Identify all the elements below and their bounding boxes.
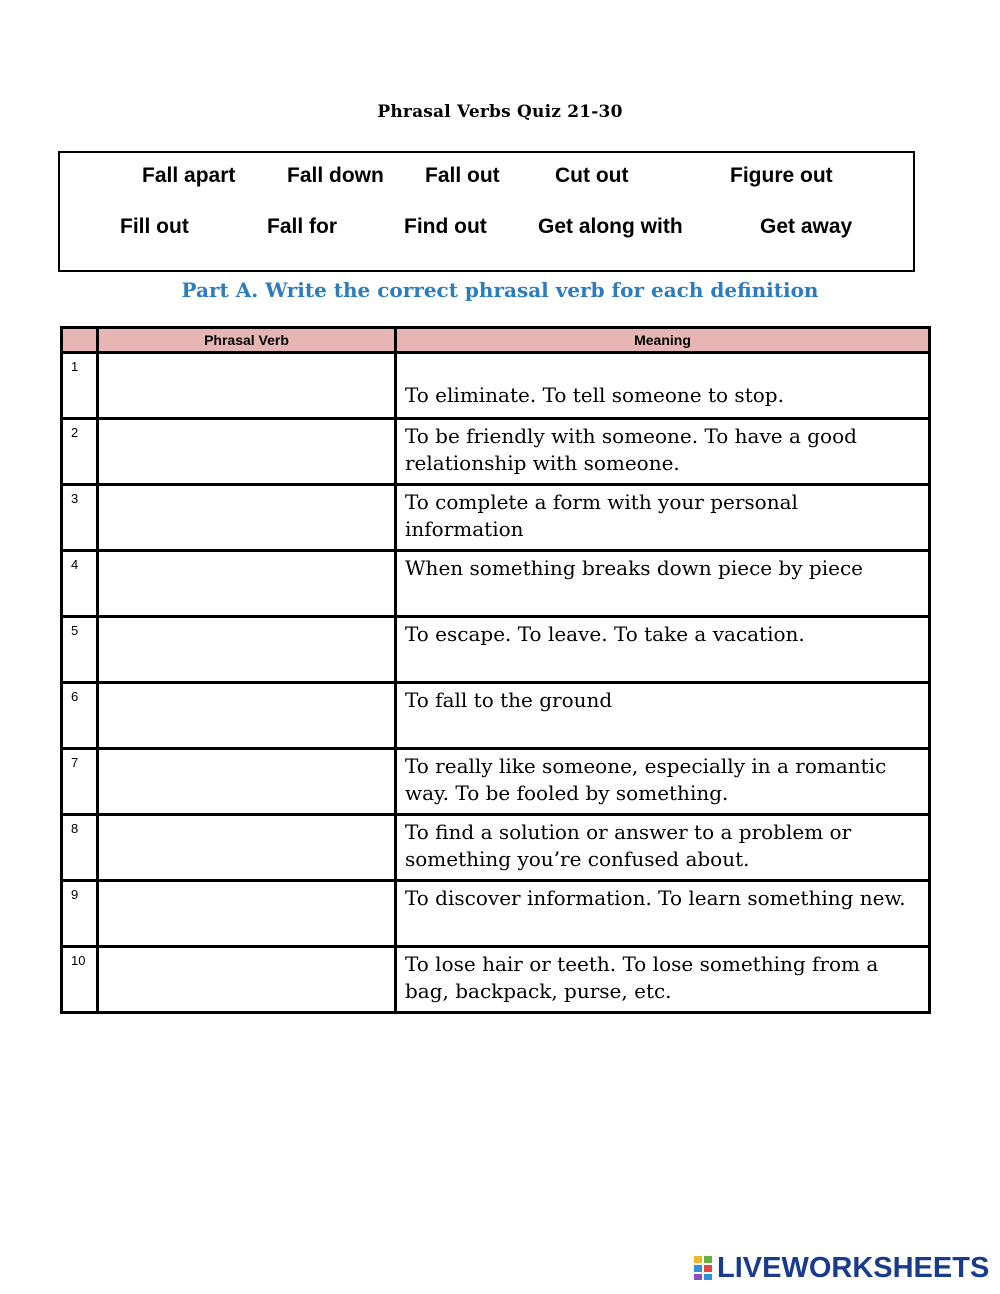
word-bank-item: Fall apart [142, 164, 236, 187]
word-bank-item: Fill out [120, 215, 189, 238]
table-row [62, 551, 930, 617]
answer-field[interactable] [98, 881, 396, 947]
header-meaning: Meaning [396, 328, 930, 353]
answer-field[interactable] [98, 485, 396, 551]
answer-field[interactable] [98, 815, 396, 881]
word-bank-item: Fall for [267, 215, 338, 238]
table-row [62, 815, 930, 881]
word-bank-item: Fall down [287, 164, 384, 187]
meaning-text: To escape. To leave. To take a vacation. [396, 617, 930, 683]
row-number: 2 [71, 425, 79, 440]
answer-field[interactable] [98, 353, 396, 419]
answer-field[interactable] [98, 551, 396, 617]
meaning-text: To eliminate. To tell someone to stop. [396, 353, 930, 419]
meaning-text: To complete a form with your personal information [396, 485, 930, 551]
meaning-text: To lose hair or teeth. To lose something from a bag, backpack, purse, etc. [396, 947, 930, 1013]
answer-field[interactable] [98, 617, 396, 683]
table-row [62, 881, 930, 947]
row-number: 6 [71, 689, 79, 704]
meaning-text: When something breaks down piece by piece [396, 551, 930, 617]
header-phrasal-verb: Phrasal Verb [98, 328, 396, 353]
meaning-text: To discover information. To learn something new. [396, 881, 930, 947]
meaning-text: To fall to the ground [396, 683, 930, 749]
table-row [62, 683, 930, 749]
quiz-table [60, 326, 931, 1014]
word-bank-item: Find out [404, 215, 487, 238]
table-row [62, 617, 930, 683]
row-number: 10 [71, 953, 86, 968]
meaning-text: To be friendly with someone. To have a good relationship with someone. [396, 419, 930, 485]
row-number: 9 [71, 887, 79, 902]
brand-name: LIVEWORKSHEETS [717, 1251, 990, 1284]
part-a-instructions: Part A. Write the correct phrasal verb for each definition [181, 278, 819, 302]
word-bank-item: Fall out [425, 164, 500, 187]
row-number: 3 [71, 491, 79, 506]
answer-field[interactable] [98, 683, 396, 749]
meaning-text: To really like someone, especially in a romantic way. To be fooled by something. [396, 749, 930, 815]
row-number: 1 [71, 359, 79, 374]
quiz-title: Phrasal Verbs Quiz 21-30 [377, 102, 623, 122]
word-bank-item: Cut out [555, 164, 629, 187]
row-number: 8 [71, 821, 79, 836]
row-number: 7 [71, 755, 79, 770]
word-bank-item: Figure out [730, 164, 833, 187]
meaning-text: To find a solution or answer to a problem or something you’re confused about. [396, 815, 930, 881]
word-bank-item: Get away [760, 215, 853, 238]
table-row [62, 353, 930, 419]
row-number: 5 [71, 623, 79, 638]
table-row [62, 749, 930, 815]
row-number: 4 [71, 557, 79, 572]
answer-field[interactable] [98, 419, 396, 485]
answer-field[interactable] [98, 947, 396, 1013]
liveworksheets-cube-icon [693, 1255, 713, 1281]
table-row [62, 947, 930, 1013]
word-bank [58, 151, 915, 272]
table-row [62, 485, 930, 551]
header-number [62, 328, 98, 353]
liveworksheets-logo[interactable] [693, 1253, 989, 1283]
answer-field[interactable] [98, 749, 396, 815]
table-row [62, 419, 930, 485]
word-bank-item: Get along with [538, 215, 683, 238]
